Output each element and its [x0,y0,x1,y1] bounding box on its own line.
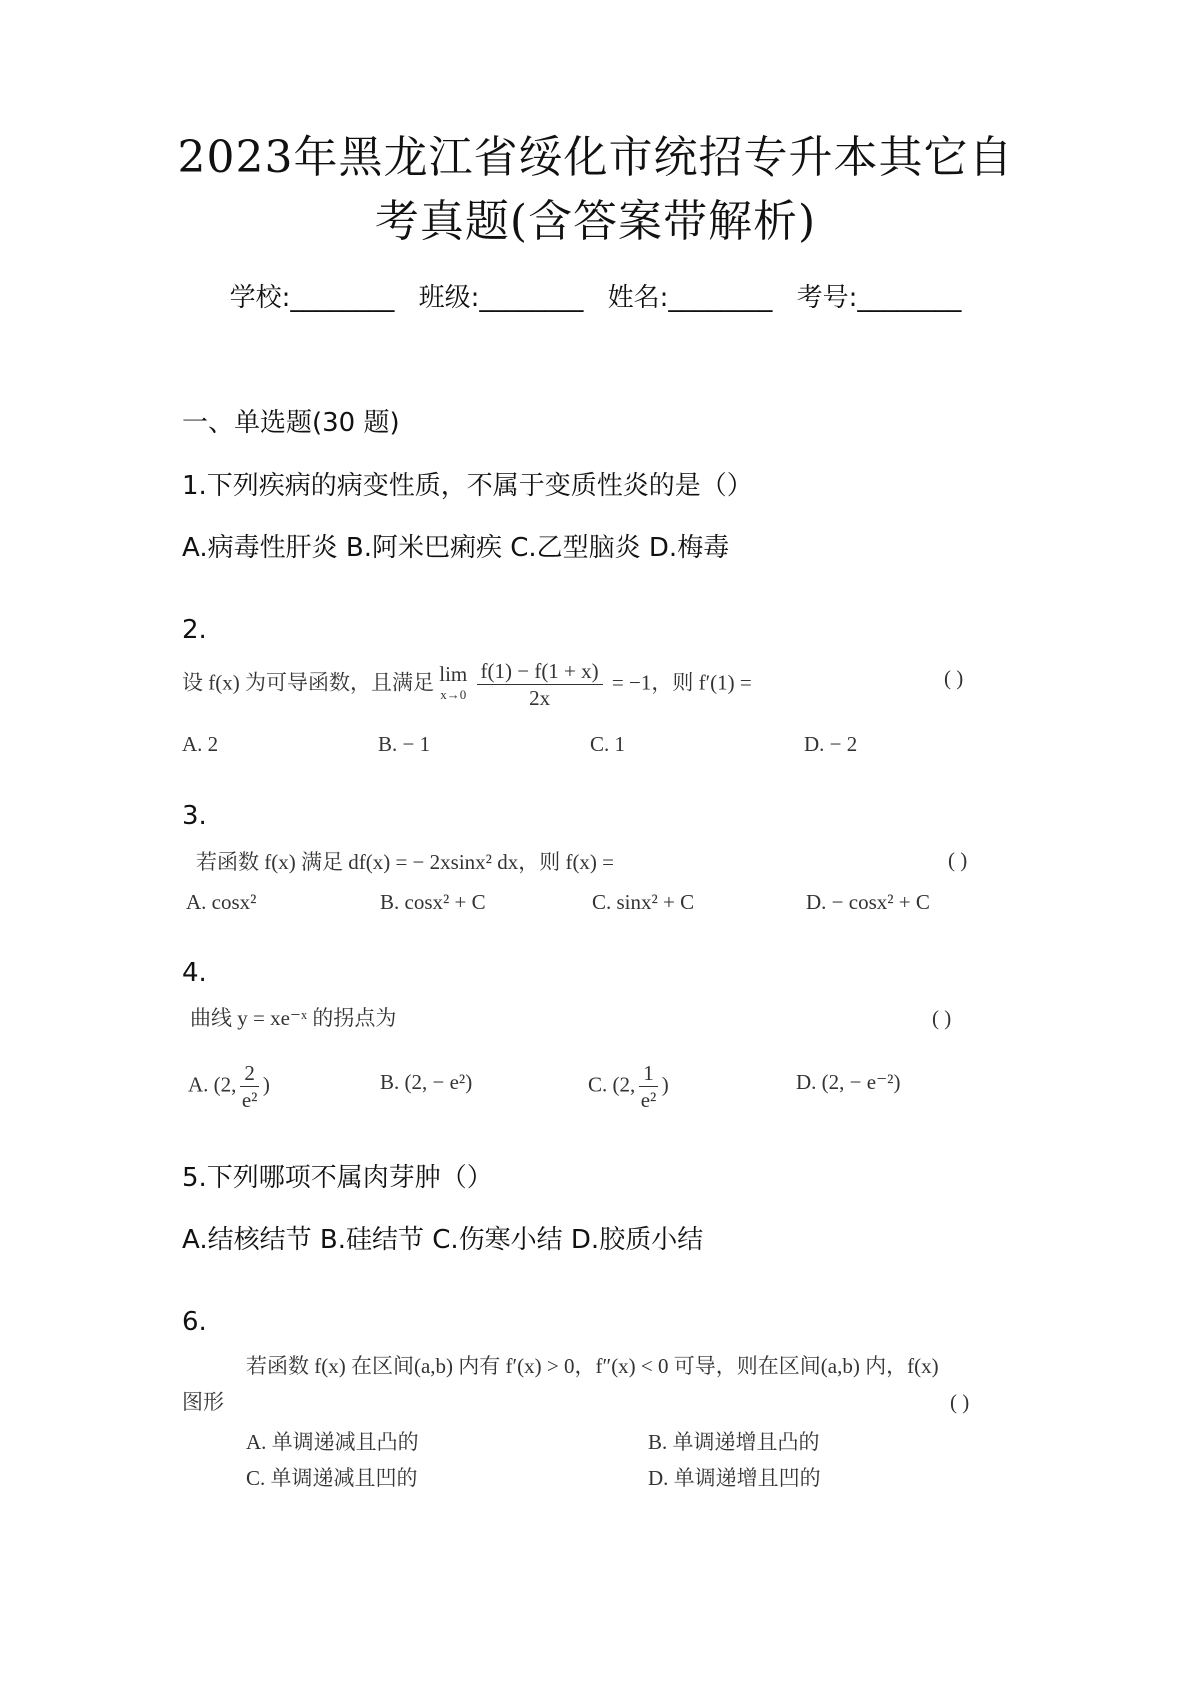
name-field: 姓名:________ [607,283,773,313]
page-title-line1: 2023年黑龙江省绥化市统招专升本其它自 [177,132,1014,183]
q2-lim-sub: x→0 [440,687,467,702]
q6-option-a: A. 单调递减且凸的 [246,1430,419,1454]
exam-number-field: 考号:________ [796,283,962,313]
q4-option-c-num: 1 [639,1060,658,1087]
q6-number: 6. [182,1307,207,1337]
q3-option-c: C. sinx² + C [592,890,695,914]
q3-answer-paren: ( ) [948,848,968,872]
q3-option-a: A. cosx² [186,890,257,914]
q3-option-b: B. cosx² + C [380,890,486,914]
q3-number: 3. [182,801,207,831]
page-title-line2: 考真题(含答案带解析) [374,196,817,247]
q4-option-b: B. (2, − e²) [380,1070,473,1094]
q4-option-a-num: 2 [240,1060,259,1087]
q4-option-a-den: e² [241,1088,258,1112]
q2-answer-paren: ( ) [944,666,964,690]
q6-stem-line1: 若函数 f(x) 在区间(a,b) 内有 f′(x) > 0，f″(x) < 0 可导，则在区间(a,b) 内，f(x) [246,1354,939,1378]
q2-denominator: 2x [529,686,551,710]
q4-number: 4. [182,958,207,988]
q2-option-a: A. 2 [182,732,219,756]
q5-options: A.结核结节 B.硅结节 C.伤寒小结 D.胶质小结 [182,1225,704,1255]
q2-option-d: D. − 2 [804,732,858,756]
q4-option-c-prefix: C. (2, [588,1072,636,1097]
q4-option-a-suffix: ) [262,1072,270,1097]
school-field: 学校:________ [229,283,395,313]
q1-stem: 1.下列疾病的病变性质，不属于变质性炎的是（） [182,471,753,501]
q2-stem [182,658,752,711]
q2-option-b: B. − 1 [378,732,431,756]
q4-option-a-fraction [240,1060,259,1113]
q6-option-d: D. 单调递增且凹的 [648,1466,821,1490]
q4-option-c-den: e² [640,1088,657,1112]
q4-option-a-prefix: A. (2, [188,1072,237,1097]
q2-fraction [477,658,603,711]
q1-options: A.病毒性肝炎 B.阿米巴痢疾 C.乙型脑炎 D.梅毒 [182,533,730,563]
q2-number: 2. [182,615,207,645]
q2-stem-suffix: = −1，则 f′(1) = [611,670,752,695]
q4-stem: 曲线 y = xe⁻ˣ 的拐点为 [190,1006,397,1030]
q4-option-d: D. (2, − e⁻²) [796,1070,901,1094]
q4-option-c [588,1060,669,1113]
q2-option-c: C. 1 [590,732,626,756]
q6-stem-line2: 图形 [182,1390,224,1414]
class-field: 班级:________ [418,283,584,313]
q6-option-b: B. 单调递增且凸的 [648,1430,820,1454]
q2-numerator: f(1) − f(1 + x) [477,658,603,685]
q3-stem: 若函数 f(x) 满足 df(x) = − 2xsinx² dx，则 f(x) = [196,850,615,874]
q4-answer-paren: ( ) [932,1006,952,1030]
q6-option-c: C. 单调递减且凹的 [246,1466,418,1490]
q2-lim-text: lim [439,662,468,686]
student-info-row [0,280,1191,316]
q6-answer-paren: ( ) [950,1390,970,1414]
q4-option-c-suffix: ) [661,1072,669,1097]
q3-option-d: D. − cosx² + C [806,890,930,914]
q5-stem: 5.下列哪项不属肉芽肿（） [182,1163,493,1193]
section-heading: 一、单选题(30 题) [182,408,400,438]
q4-option-a [188,1060,270,1113]
q2-stem-prefix: 设 f(x) 为可导函数，且满足 [182,670,434,695]
q4-option-c-fraction [639,1060,658,1113]
q2-limit [439,662,468,704]
